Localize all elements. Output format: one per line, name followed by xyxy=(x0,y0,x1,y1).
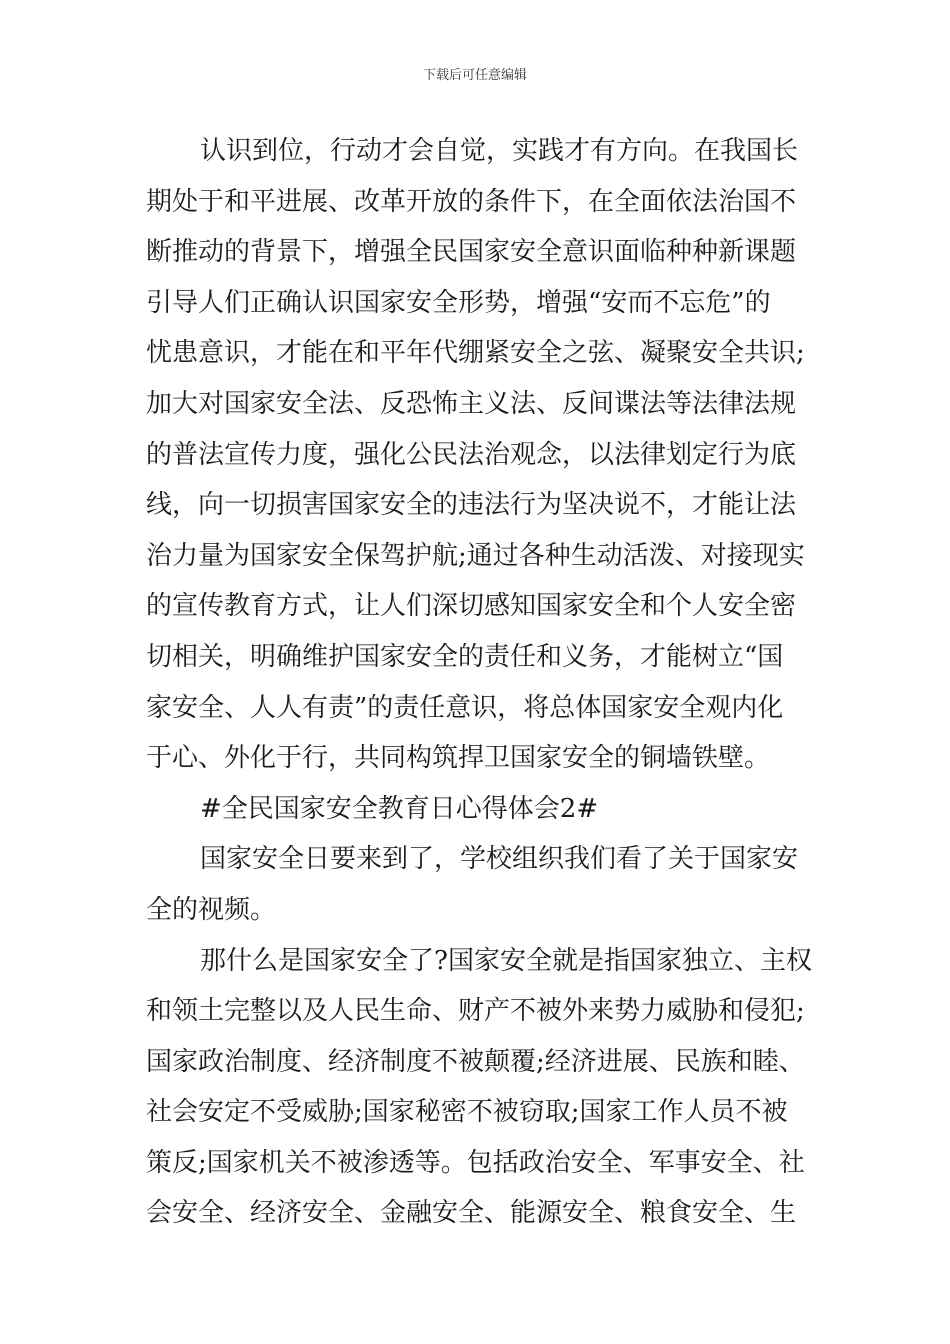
text-line: 社会安定不受威胁;国家秘密不被窃取;国家工作人员不被 xyxy=(146,1097,788,1128)
text-line: 全的视频。 xyxy=(146,894,277,925)
text-line: 忧患意识，才能在和平年代绷紧安全之弦、凝聚安全共识; xyxy=(146,338,805,369)
text-line: 切相关，明确维护国家安全的责任和义务，才能树立“国 xyxy=(146,641,784,672)
text-line: 期处于和平进展、改革开放的条件下，在全面依法治国不 xyxy=(146,186,797,217)
text-line: 的普法宣传力度，强化公民法治观念，以法律划定行为底 xyxy=(146,439,797,470)
text-line: 的宣传教育方式，让人们深切感知国家安全和个人安全密 xyxy=(146,591,797,622)
text-line: 于心、外化于行，共同构筑捍卫国家安全的铜墙铁壁。 xyxy=(146,743,771,774)
text-line: 治力量为国家安全保驾护航;通过各种生动活泼、对接现实 xyxy=(146,540,805,571)
text-line: 家安全、人人有责”的责任意识，将总体国家安全观内化 xyxy=(146,692,784,723)
text-line: 断推动的背景下，增强全民国家安全意识面临种种新课题 xyxy=(146,237,797,268)
text-line: 国家安全日要来到了，学校组织我们看了关于国家安 xyxy=(200,844,799,875)
text-line: 会安全、经济安全、金融安全、能源安全、粮食安全、生 xyxy=(146,1198,797,1229)
page-header: 下载后可任意编辑 xyxy=(422,68,527,83)
text-line: 策反;国家机关不被渗透等。包括政治安全、军事安全、社 xyxy=(146,1147,805,1178)
text-line: 线，向一切损害国家安全的违法行为坚决说不，才能让法 xyxy=(146,490,797,521)
section-heading: #全民国家安全教育日心得体会2# xyxy=(200,793,599,824)
text-line: 和领土完整以及人民生命、财产不被外来势力威胁和侵犯; xyxy=(146,996,805,1027)
text-line: 引导人们正确认识国家安全形势，增强“安而不忘危”的 xyxy=(146,287,771,318)
document-body xyxy=(146,126,826,1239)
text-line: 加大对国家安全法、反恐怖主义法、反间谍法等法律法规 xyxy=(146,388,797,419)
text-line: 国家政治制度、经济制度不被颠覆;经济进展、民族和睦、 xyxy=(146,1046,805,1077)
text-line: 认识到位，行动才会自觉，实践才有方向。在我国长 xyxy=(200,136,799,166)
text-line: 那什么是国家安全了?国家安全就是指国家独立、主权 xyxy=(200,945,812,976)
